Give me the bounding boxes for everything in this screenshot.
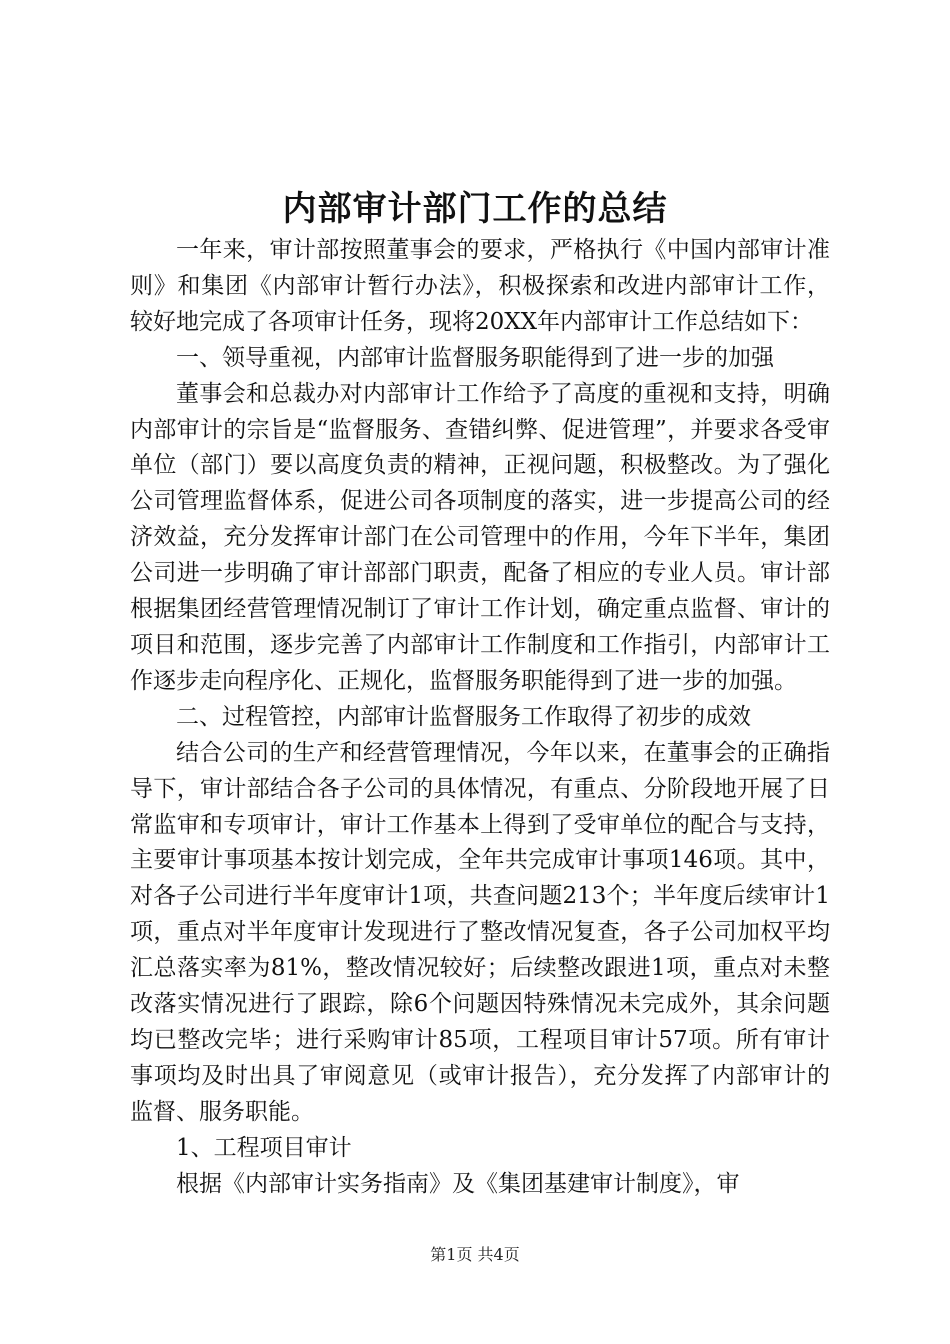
subsection-1-paragraph: 根据《内部审计实务指南》及《集团基建审计制度》，审 xyxy=(176,1170,740,1197)
section-1-paragraph: 董事会和总裁办对内部审计工作给予了高度的重视和支持，明确内部审计的宗旨是“监督服务、查错纠弊、促进管理”，并要求各受审单位（部门）要以高度负责的精神，正视问题，积极整改。为了强化公司管理监督体系，促进公司各项制度的落实，进一步提高公司的经济效益，充分发挥审计部门在公司管理中的作用，今年下半年，集团公司进一步明确了审计部部门职责，配备了相应的专业人员。审计部根据集团经营管理情况制订了审计工作计划，确定重点监督、审计的项目和范围，逐步完善了内部审计工作制度和工作指引，内部审计工作逐步走向程序化、正规化，监督服务职能得到了进一步的加强。 xyxy=(130,380,830,694)
document-title: 内部审计部门工作的总结 xyxy=(282,189,668,229)
section-heading-2: 二、过程管控，内部审计监督服务工作取得了初步的成效 xyxy=(176,703,751,730)
page-number-footer: 第1页 共4页 xyxy=(430,1245,520,1264)
section-2-paragraph: 结合公司的生产和经营管理情况，今年以来，在董事会的正确指导下，审计部结合各子公司的具体情况，有重点、分阶段地开展了日常监审和专项审计，审计工作基本上得到了受审单位的配合与支持，主要审计事项基本按计划完成，全年共完成审计事项146项。其中，对各子公司进行半年度审计1项，共查问题213个；半年度后续审计1项，重点对半年度审计发现进行了整改情况复查，各子公司加权平均汇总落实率为81%，整改情况较好；后续整改跟进1项，重点对未整改落实情况进行了跟踪，除6个问题因特殊情况未完成外，其余问题均已整改完毕；进行采购审计85项，工程项目审计57项。所有审计事项均及时出具了审阅意见（或审计报告），充分发挥了内部审计的监督、服务职能。 xyxy=(130,739,830,1125)
section-heading-1: 一、领导重视，内部审计监督服务职能得到了进一步的加强 xyxy=(176,344,774,371)
document-body xyxy=(130,233,830,1202)
intro-paragraph: 一年来，审计部按照董事会的要求，严格执行《中国内部审计准则》和集团《内部审计暂行办法》，积极探索和改进内部审计工作，较好地完成了各项审计任务，现将20XX年内部审计工作总结如下： xyxy=(130,237,830,335)
subsection-heading-1: 1、工程项目审计 xyxy=(176,1134,352,1161)
